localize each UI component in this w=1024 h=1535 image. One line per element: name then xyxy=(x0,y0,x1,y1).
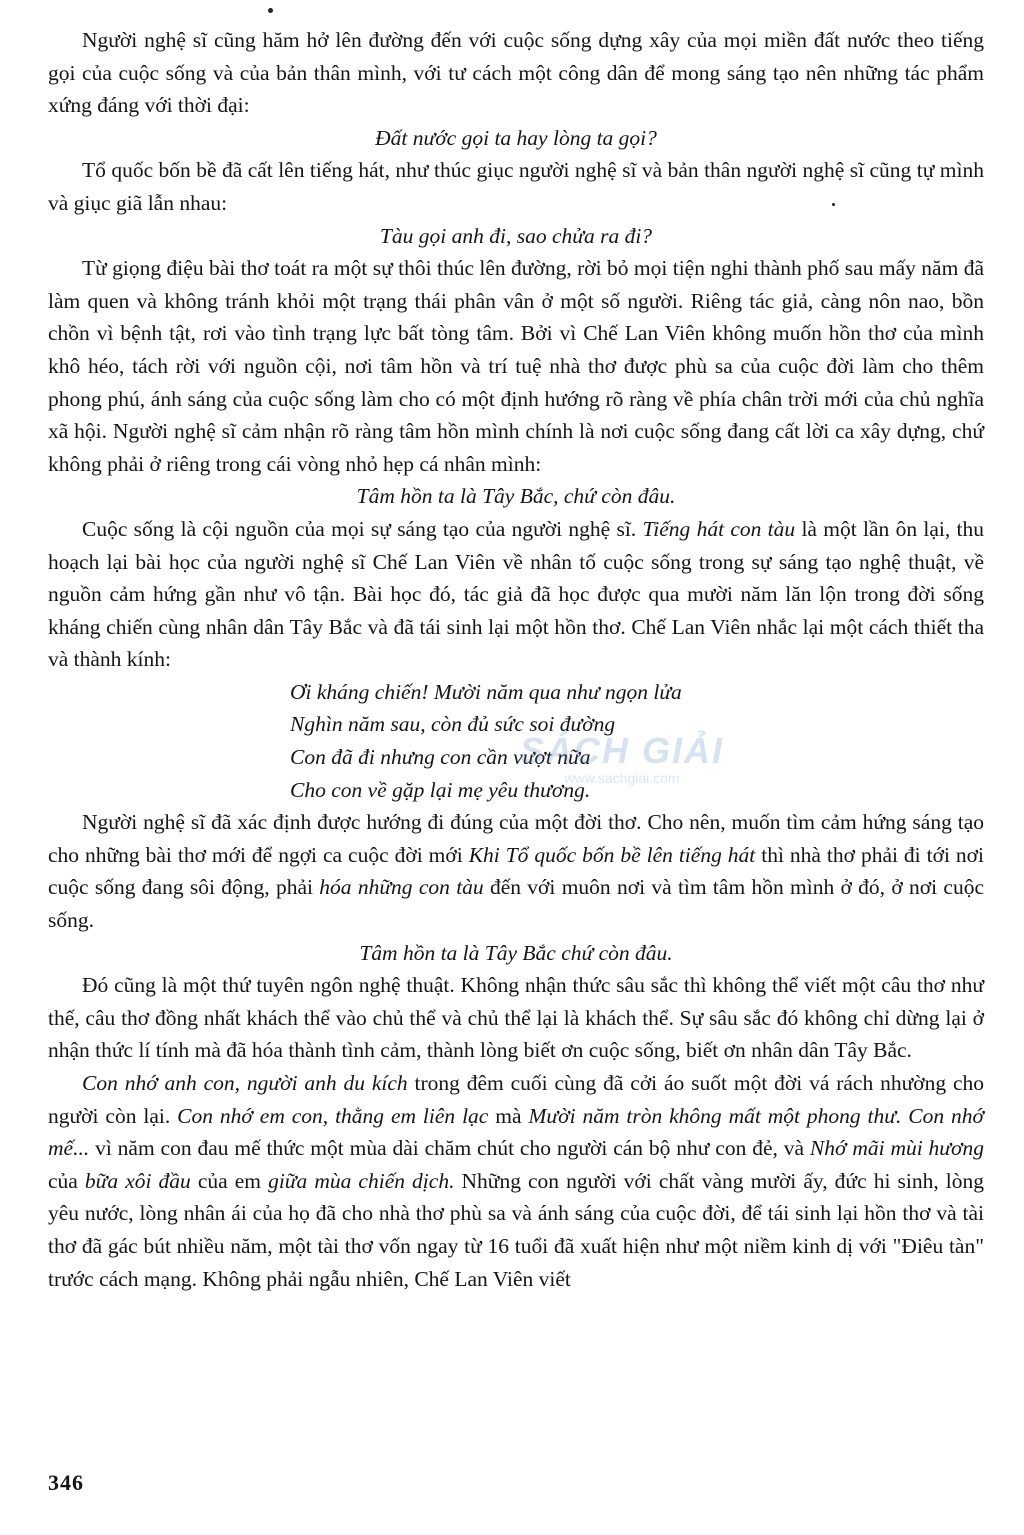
italic-run: Con nhớ em con, thằng em liên lạc xyxy=(177,1103,489,1128)
work-title: Tiếng hát con tàu xyxy=(642,516,796,541)
italic-run: Nhớ mãi mùi hương xyxy=(809,1136,985,1161)
italic-run: Con nhớ anh con, người anh du kích xyxy=(82,1071,408,1095)
verse-quote: Tâm hồn ta là Tây Bắc chứ còn đâu. xyxy=(359,940,673,965)
paragraph xyxy=(48,513,984,676)
text-run: đến với muôn nơi và tìm tâm hồn mình ở đó, ở nơi cuộc sống. xyxy=(48,875,984,933)
paragraph: Đó cũng là một thứ tuyên ngôn nghệ thuật. Không nhận thức sâu sắc thì không thể viết một câu thơ như thế, câu thơ đồng nhất khách thể vào chủ thể và chủ thể lại là khách thể. Sự sâu sắc đó không chỉ dừng lại ở nhận thức lí tính mà đã hóa thành tình cảm, thành lòng biết ơn cuộc sống, biết ơn nhân dân Tây Bắc. xyxy=(48,973,984,1063)
text-run: mà xyxy=(488,1103,529,1128)
text-run: của xyxy=(48,1168,85,1193)
text-run: Cuộc sống là cội nguồn của mọi sự sáng tạo của người nghệ sĩ. xyxy=(82,516,643,541)
text-run: vì năm con đau mế thức một mùa dài chăm chút cho người cán bộ như con đẻ, và xyxy=(89,1136,810,1161)
verse-quote: Đất nước gọi ta hay lòng ta gọi? xyxy=(375,125,657,150)
verse-quote: Tàu gọi anh đi, sao chửa ra đi? xyxy=(379,223,653,248)
stanza-line: Nghìn năm sau, còn đủ sức soi đường xyxy=(290,712,616,737)
text-run: là một lần ôn lại, thu hoạch lại bài học của người nghệ sĩ Chế Lan Viên về nhân tố cuộc sống trong sự sáng tạo nghệ thuật, về nguồn cảm hứng gần như vô tận. Bài học đó, tác giả đã học được qua mười năm lăn lộn trong đời sống kháng chiến cùng nhân dân Tây Bắc và đã tái sinh lại một hồn thơ. Chế Lan Viên nhắc lại một cách thiết tha và thành kính: xyxy=(48,516,984,672)
paragraph xyxy=(48,806,984,936)
italic-run: giữa mùa chiến dịch. xyxy=(268,1168,455,1193)
watermark-brand: SÁCH GIẢI xyxy=(520,730,725,771)
text-run: của em xyxy=(190,1168,269,1193)
text-run: Người nghệ sĩ đã xác định được hướng đi đúng của một đời thơ. Cho nên, muốn tìm cảm hứng sáng tạo cho những bài thơ mới để ngợi ca cuộc đời mới xyxy=(48,810,984,867)
poem-stanza xyxy=(290,676,984,806)
stanza-line: Con đã đi nhưng con cần vượt nữa xyxy=(290,745,591,770)
italic-run: Khi Tổ quốc bốn bề lên tiếng hát xyxy=(468,842,756,867)
stanza-line: Ơi kháng chiến! Mười năm qua như ngọn lửa xyxy=(290,679,682,704)
paragraph: Người nghệ sĩ cũng hăm hở lên đường đến với cuộc sống dựng xây của mọi miền đất nước theo tiếng gọi của cuộc sống và của bản thân mình, với tư cách một công dân để mong sáng tạo nên những tác phẩm xứng đáng với thời đại: xyxy=(48,28,984,118)
paragraph xyxy=(48,1067,984,1295)
page-body xyxy=(48,24,984,1295)
watermark-url: www.sachgiai.com xyxy=(564,770,680,786)
paragraph: Từ giọng điệu bài thơ toát ra một sự thôi thúc lên đường, rời bỏ mọi tiện nghi thành phố sau mấy năm đã làm quen và không tránh khỏi một trạng thái phân vân ở một số người. Riêng tác giả, càng nôn nao, bồn chồn vì bệnh tật, rơi vào tình trạng lực bất tòng tâm. Bởi vì Chế Lan Viên không muốn hồn thơ của mình khô héo, tách rời với nguồn cội, nơi tâm hồn và trí tuệ nhà thơ được phù sa của cuộc đời làm cho thêm phong phú, ánh sáng của cuộc sống làm cho có một định hướng rõ ràng về phía chân trời mới của chủ nghĩa xã hội. Người nghệ sĩ cảm nhận rõ ràng tâm hồn mình chính là nơi cuộc sống đang cất lời ca xây dựng, chứ không phải ở riêng trong cái vòng nhỏ hẹp cá nhân mình: xyxy=(48,256,984,476)
text-run: trong đêm cuối cùng đã cởi áo suốt một đời vá rách nhường cho người còn lại. xyxy=(48,1071,984,1128)
stanza-line: Cho con về gặp lại mẹ yêu thương. xyxy=(290,777,591,802)
page-number: 346 xyxy=(48,1470,84,1495)
verse-quote: Tâm hồn ta là Tây Bắc, chứ còn đâu. xyxy=(356,484,676,509)
print-speck xyxy=(268,8,273,13)
italic-run: Mười năm tròn không mất một phong thư. Con nhớ mế... xyxy=(48,1103,985,1161)
text-run: thì nhà thơ phải đi tới nơi cuộc sống đang sôi động, phải xyxy=(48,842,984,900)
text-run: Những con người với chất vàng mười ấy, đức hi sinh, lòng yêu nước, lòng nhân ái của họ đã cho nhà thơ phù sa và ánh sáng của cuộc đời, để tái sinh lại hồn thơ và tài thơ đã gác bút nhiều năm, một tài thơ vốn ngay từ 16 tuổi đã xuất hiện như một niềm kinh dị với "Điêu tàn" trước cách mạng. Không phải ngẫu nhiên, Chế Lan Viên viết xyxy=(48,1168,984,1291)
paragraph: Tổ quốc bốn bề đã cất lên tiếng hát, như thúc giục người nghệ sĩ và bản thân người nghệ sĩ cũng tự mình và giục giã lẫn nhau: xyxy=(48,158,984,215)
italic-run: bữa xôi đầu xyxy=(84,1168,191,1193)
italic-run: hóa những con tàu xyxy=(319,875,484,900)
